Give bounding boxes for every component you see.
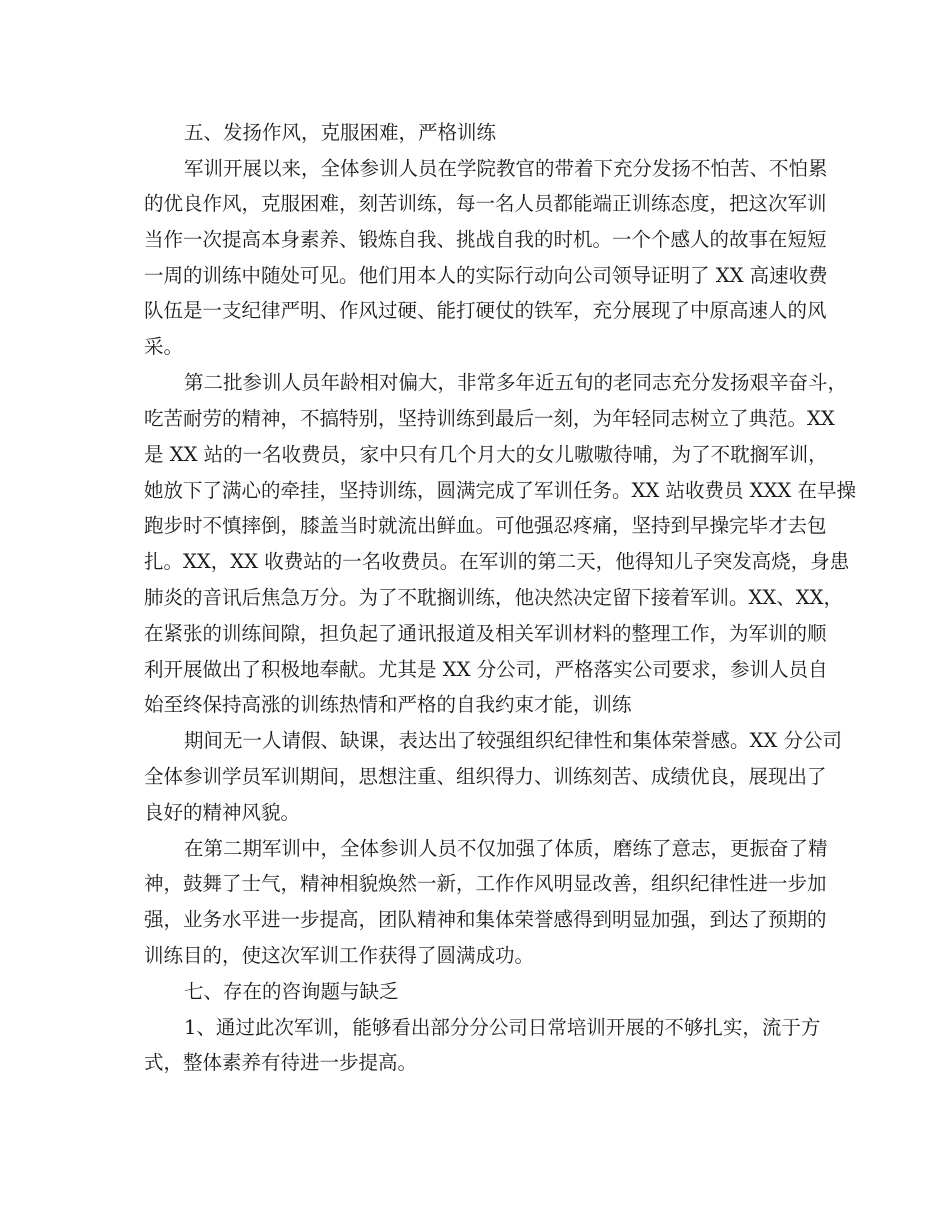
paragraph-line: 采。 [144,335,184,358]
paragraph-line: 全体参训学员军训期间，思想注重、组织得力、训练刻苦、成绩优良，展现出了 [144,765,827,788]
list-item-continuation: 式，整体素养有待进一步提高。 [144,1051,418,1074]
paragraph-line: 肺炎的音讯后焦急万分。为了不耽搁训练，他决然决定留下接着军训。XX、XX， [144,586,844,609]
list-item: 1、通过此次军训，能够看出部分分公司日常培训开展的不够扎实，流于方 [184,1016,821,1039]
paragraph-line: 在第二期军训中，全体参训人员不仅加强了体质，磨练了意志，更振奋了精 [184,837,828,860]
paragraph-line: 强，业务水平进一步提高，团队精神和集体荣誉感得到明显加强，到达了预期的 [144,908,827,931]
paragraph-line: 扎。XX，XX 收费站的一名收费员。在军训的第二天，他得知儿子突发高烧，身患 [144,550,850,573]
paragraph-line: 训练目的，使这次军训工作获得了圆满成功。 [144,944,535,967]
paragraph-line: 队伍是一支纪律严明、作风过硬、能打硬仗的铁军，充分展现了中原高速人的风 [144,299,827,322]
paragraph-line: 期间无一人请假、缺课，表达出了较强组织纪律性和集体荣誉感。XX 分公司 [184,729,842,752]
paragraph-line: 吃苦耐劳的精神，不搞特别，坚持训练到最后一刻，为年轻同志树立了典范。XX [144,407,835,430]
section-heading-five: 五、发扬作风，克服困难，严格训练 [184,121,497,144]
section-heading-seven: 七、存在的咨询题与缺乏 [184,980,399,1003]
paragraph-line: 跑步时不慎摔倒，膝盖当时就流出鲜血。可他强忍疼痛，坚持到早操完毕才去包 [144,514,827,537]
paragraph-line: 当作一次提高本身素养、锻炼自我、挑战自我的时机。一个个感人的故事在短短 [144,228,827,251]
paragraph-line: 军训开展以来，全体参训人员在学院教官的带着下充分发扬不怕苦、不怕累 [184,157,828,180]
paragraph-line: 始至终保持高涨的训练热情和严格的自我约束才能，训练 [144,693,632,716]
paragraph-line: 是 XX 站的一名收费员，家中只有几个月大的女儿嗷嗷待哺，为了不耽搁军训， [144,443,828,466]
paragraph-line: 第二批参训人员年龄相对偏大，非常多年近五旬的老同志充分发扬艰辛奋斗， [184,371,848,394]
paragraph-line: 的优良作风，克服困难，刻苦训练，每一名人员都能端正训练态度，把这次军训 [144,192,827,215]
paragraph-line: 良好的精神风貌。 [144,801,301,824]
paragraph-line: 在紧张的训练间隙，担负起了通讯报道及相关军训材料的整理工作，为军训的顺 [144,622,827,645]
paragraph-line: 一周的训练中随处可见。他们用本人的实际行动向公司领导证明了 XX 高速收费 [144,264,828,287]
paragraph-line: 神，鼓舞了士气，精神相貌焕然一新，工作作风明显改善，组织纪律性进一步加 [144,872,827,895]
paragraph-line: 利开展做出了积极地奉献。尤其是 XX 分公司，严格落实公司要求，参训人员自 [144,658,828,681]
paragraph-line: 她放下了满心的牵挂，坚持训练，圆满完成了军训任务。XX 站收费员 XXX 在早操 [144,479,857,502]
